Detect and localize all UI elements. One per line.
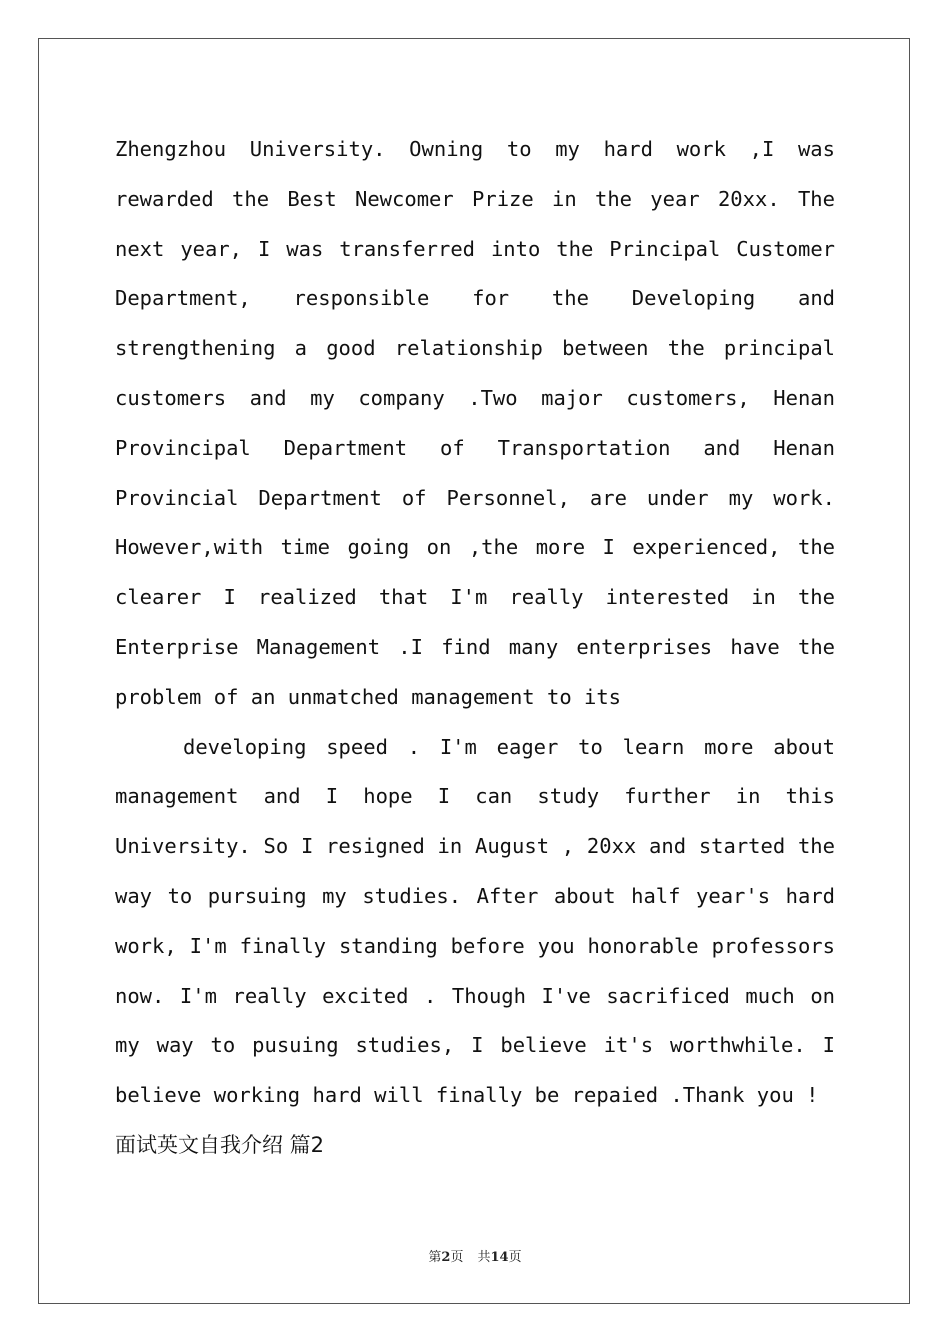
document-body [115,125,835,1171]
current-page-number: 2 [441,1250,451,1265]
page-suffix: 页 [450,1250,464,1265]
page-prefix: 第 [428,1250,442,1265]
paragraph-1: Zhengzhou University. Owning to my hard work ,I was rewarded the Best Newcomer Prize in the year 20xx. The next year, I was transferred into the Principal Customer Department, responsible for the Developing and strengthening a good relationship between the principal customers and my company .Two major customers, Henan Provincipal Department of Transportation and Henan Provincial Department of Personnel, are under my work. However,with time going on ,the more I experienced, the clearer I realized that I'm really interested in the Enterprise Management .I find many enterprises have the problem of an unmatched management to its [115,137,835,709]
total-prefix: 共 [477,1250,491,1265]
total-page-count: 14 [490,1250,509,1265]
section-heading: 面试英文自我介绍 篇2 [115,1132,325,1157]
page-footer [0,1246,950,1265]
paragraph-2: developing speed . I'm eager to learn more about management and I hope I can study further in this University. So I resigned in August , 20xx and started the way to pursuing my studies. After about half year's hard work, I'm finally standing before you honorable professors now. I'm really excited . Though I've sacrificed much on my way to pusuing studies, I believe it's worthwhile. I believe working hard will finally be repaied .Thank you ! [115,734,835,1108]
total-suffix: 页 [508,1250,522,1265]
